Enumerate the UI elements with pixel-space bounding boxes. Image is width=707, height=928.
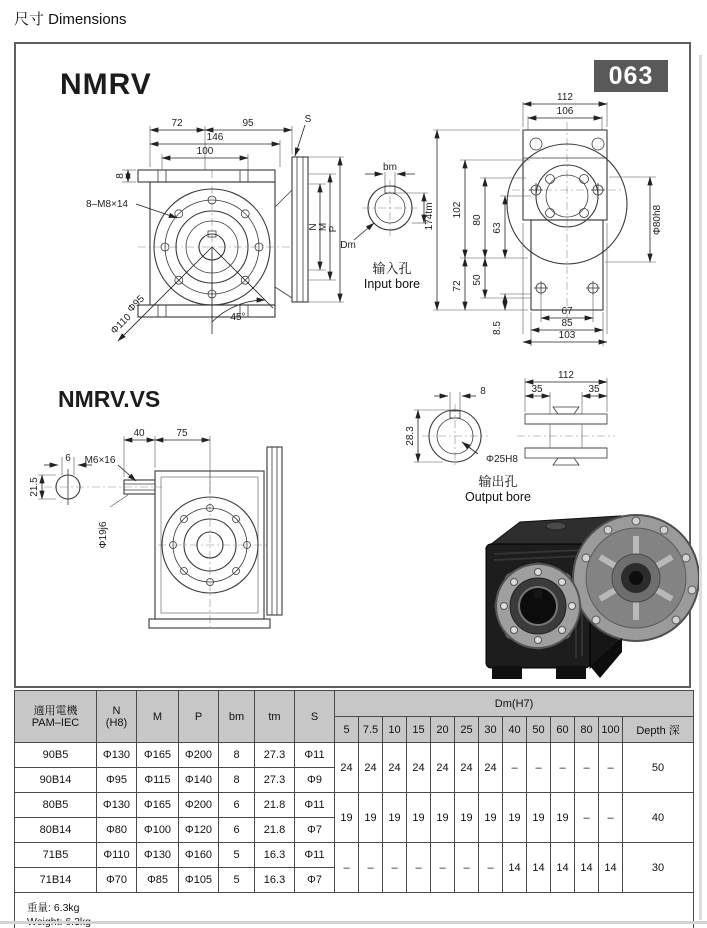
col-header-pam-iec: 適用電機 PAM–IEC	[15, 691, 97, 743]
cell-n: Φ130	[97, 793, 137, 818]
cell-m: Φ130	[137, 843, 179, 868]
col-header-dm-10: 10	[383, 717, 407, 743]
cell-n: Φ95	[97, 768, 137, 793]
dim-label-67: 67	[561, 306, 573, 317]
dim-label-100: 100	[196, 146, 214, 157]
dim-label-8-5: 8.5	[492, 321, 503, 335]
col-header-s: S	[295, 691, 335, 743]
dim-label-106: 106	[556, 106, 574, 117]
cell-dm: –	[431, 843, 455, 893]
col-header-dm-group: Dm(H7)	[335, 691, 694, 717]
size-badge: 063	[594, 60, 668, 92]
col-header-m: M	[137, 691, 179, 743]
cell-dm: 24	[359, 743, 383, 793]
cell-m: Φ165	[137, 793, 179, 818]
dim-label-n: N	[308, 223, 319, 231]
gearbox-photo	[464, 498, 698, 688]
cell-dm: –	[503, 743, 527, 793]
cell-s: Φ11	[295, 743, 335, 768]
cell-n: Φ110	[97, 843, 137, 868]
cell-tm: 27.3	[255, 743, 295, 768]
dim-label-40: 40	[133, 428, 145, 439]
cell-dm: –	[527, 743, 551, 793]
bolt-pattern-label: 8–M8×14	[86, 199, 128, 210]
dim-label-21-5: 21.5	[29, 477, 40, 497]
cell-dm: 14	[599, 843, 623, 893]
cell-dm: 19	[503, 793, 527, 843]
cell-pam: 90B5	[15, 743, 97, 768]
dim-label-phi80h8: Φ80h8	[652, 204, 663, 236]
cell-p: Φ200	[179, 743, 219, 768]
cell-dm: 19	[551, 793, 575, 843]
weight-note-zh: 重量: 6.3kg	[27, 902, 80, 914]
cell-dm: 24	[431, 743, 455, 793]
page-title: 尺寸 Dimensions	[14, 11, 127, 28]
cell-dm: –	[407, 843, 431, 893]
cell-dm: 19	[479, 793, 503, 843]
dim-label-phi19j6: Φ19j6	[98, 521, 109, 549]
cell-bm: 5	[219, 843, 255, 868]
cell-dm: 24	[407, 743, 431, 793]
dim-label-112-shaft: 112	[558, 370, 574, 381]
cell-tm: 16.3	[255, 868, 295, 893]
cell-p: Φ140	[179, 768, 219, 793]
dim-label-85: 85	[561, 318, 573, 329]
dim-label-s: S	[304, 114, 312, 125]
cell-s: Φ11	[295, 843, 335, 868]
col-header-dm-25: 25	[455, 717, 479, 743]
input-bore-caption-en: Input bore	[363, 277, 421, 291]
col-header-p: P	[179, 691, 219, 743]
dim-label-35-right: 35	[588, 384, 600, 395]
cell-dm: –	[575, 743, 599, 793]
nmrv-vs-drawing	[30, 423, 305, 638]
cell-dm: 19	[431, 793, 455, 843]
cell-n: Φ130	[97, 743, 137, 768]
cell-pam: 90B14	[15, 768, 97, 793]
cell-dm: 19	[335, 793, 359, 843]
input-bore-caption-zh: 输入孔	[372, 261, 412, 276]
dim-label-102: 102	[452, 201, 463, 219]
cell-m: Φ85	[137, 868, 179, 893]
output-bore-caption-zh: 输出孔	[478, 474, 518, 489]
dim-label-95: 95	[242, 118, 254, 129]
dim-label-80: 80	[472, 214, 483, 226]
cell-pam: 71B5	[15, 843, 97, 868]
thread-label-m6x16: M6×16	[84, 455, 116, 466]
cell-dm: 14	[503, 843, 527, 893]
col-header-dm-40: 40	[503, 717, 527, 743]
cell-dm: –	[335, 843, 359, 893]
cell-dm: 19	[527, 793, 551, 843]
cell-dm: 19	[407, 793, 431, 843]
cell-dm: –	[479, 843, 503, 893]
cell-bm: 5	[219, 868, 255, 893]
cell-dm: 14	[575, 843, 599, 893]
dim-label-bm: bm	[383, 162, 397, 173]
cell-dm: 14	[551, 843, 575, 893]
dim-label-6: 6	[65, 453, 71, 464]
cell-pam: 71B14	[15, 868, 97, 893]
col-header-dm-15: 15	[407, 717, 431, 743]
cell-tm: 21.8	[255, 793, 295, 818]
page-edge-shadow-bottom	[0, 921, 707, 924]
col-header-dm-20: 20	[431, 717, 455, 743]
cell-p: Φ120	[179, 818, 219, 843]
cell-pam: 80B5	[15, 793, 97, 818]
col-header-dm-7-5: 7.5	[359, 717, 383, 743]
dim-label-dm: Dm	[340, 240, 356, 251]
cell-depth: 40	[623, 793, 694, 843]
col-header-tm: tm	[255, 691, 295, 743]
cell-s: Φ7	[295, 868, 335, 893]
col-header-dm-50: 50	[527, 717, 551, 743]
dim-label-45deg: 45°	[230, 312, 246, 323]
cell-dm: 24	[479, 743, 503, 793]
dim-label-50: 50	[472, 274, 483, 286]
dim-label-m: M	[318, 222, 329, 232]
col-header-n: N (H8)	[97, 691, 137, 743]
cell-dm: 24	[455, 743, 479, 793]
dim-label-72: 72	[171, 118, 183, 129]
dim-label-8: 8	[115, 173, 126, 179]
output-bore-caption-en: Output bore	[464, 490, 532, 504]
dim-label-phi95: Φ95	[125, 293, 147, 315]
cell-dm: 24	[335, 743, 359, 793]
dim-label-phi110: Φ110	[108, 311, 134, 337]
dimensions-table	[14, 690, 694, 928]
cell-bm: 8	[219, 743, 255, 768]
dim-label-p: P	[328, 225, 339, 233]
shaft-section-drawing	[515, 368, 650, 476]
dim-label-phi25h8: Φ25H8	[486, 454, 518, 465]
col-header-dm-80: 80	[575, 717, 599, 743]
dim-label-63: 63	[492, 222, 503, 234]
cell-dm: –	[551, 743, 575, 793]
cell-n: Φ80	[97, 818, 137, 843]
col-header-dm-60: 60	[551, 717, 575, 743]
cell-dm: –	[599, 743, 623, 793]
dim-label-146: 146	[206, 132, 224, 143]
model-nmrv-vs-title: NMRV.VS	[58, 386, 161, 412]
dim-label-174: 174	[424, 213, 435, 231]
cell-tm: 27.3	[255, 768, 295, 793]
model-nmrv-title: NMRV	[60, 68, 152, 101]
cell-s: Φ7	[295, 818, 335, 843]
table-row	[15, 743, 694, 768]
col-header-dm-5: 5	[335, 717, 359, 743]
cell-dm: –	[599, 793, 623, 843]
cell-s: Φ11	[295, 793, 335, 818]
nmrv-front-drawing	[80, 112, 344, 348]
cell-p: Φ105	[179, 868, 219, 893]
cell-bm: 6	[219, 793, 255, 818]
cell-p: Φ200	[179, 793, 219, 818]
cell-tm: 21.8	[255, 818, 295, 843]
cell-dm: –	[359, 843, 383, 893]
page-edge-shadow-right	[699, 55, 702, 920]
dim-label-8-output: 8	[480, 386, 486, 397]
cell-dm: 14	[527, 843, 551, 893]
cell-depth: 30	[623, 843, 694, 893]
cell-dm: –	[455, 843, 479, 893]
col-header-dm-30: 30	[479, 717, 503, 743]
col-header-dm-100: 100	[599, 717, 623, 743]
cell-depth: 50	[623, 743, 694, 793]
cell-tm: 16.3	[255, 843, 295, 868]
cell-p: Φ160	[179, 843, 219, 868]
cell-dm: 19	[359, 793, 383, 843]
cell-bm: 8	[219, 768, 255, 793]
table-header-row-1	[15, 691, 694, 717]
cell-bm: 6	[219, 818, 255, 843]
cell-m: Φ115	[137, 768, 179, 793]
cell-m: Φ165	[137, 743, 179, 768]
cell-s: Φ9	[295, 768, 335, 793]
dim-label-28-3: 28.3	[405, 426, 416, 446]
table-row	[15, 843, 694, 868]
dim-label-35-left: 35	[531, 384, 543, 395]
cell-n: Φ70	[97, 868, 137, 893]
dim-label-103: 103	[558, 330, 576, 341]
dim-label-tm: tm	[424, 202, 435, 214]
col-header-bm: bm	[219, 691, 255, 743]
dim-label-75: 75	[176, 428, 188, 439]
dim-label-112: 112	[557, 92, 573, 103]
col-header-depth: Depth 深	[623, 717, 694, 743]
cell-pam: 80B14	[15, 818, 97, 843]
table-row	[15, 793, 694, 818]
cell-dm: 19	[455, 793, 479, 843]
cell-dm: 19	[383, 793, 407, 843]
cell-dm: –	[383, 843, 407, 893]
rear-view-drawing	[420, 92, 695, 362]
cell-m: Φ100	[137, 818, 179, 843]
dim-label-72-rear: 72	[452, 280, 463, 292]
cell-dm: 24	[383, 743, 407, 793]
cell-dm: –	[575, 793, 599, 843]
